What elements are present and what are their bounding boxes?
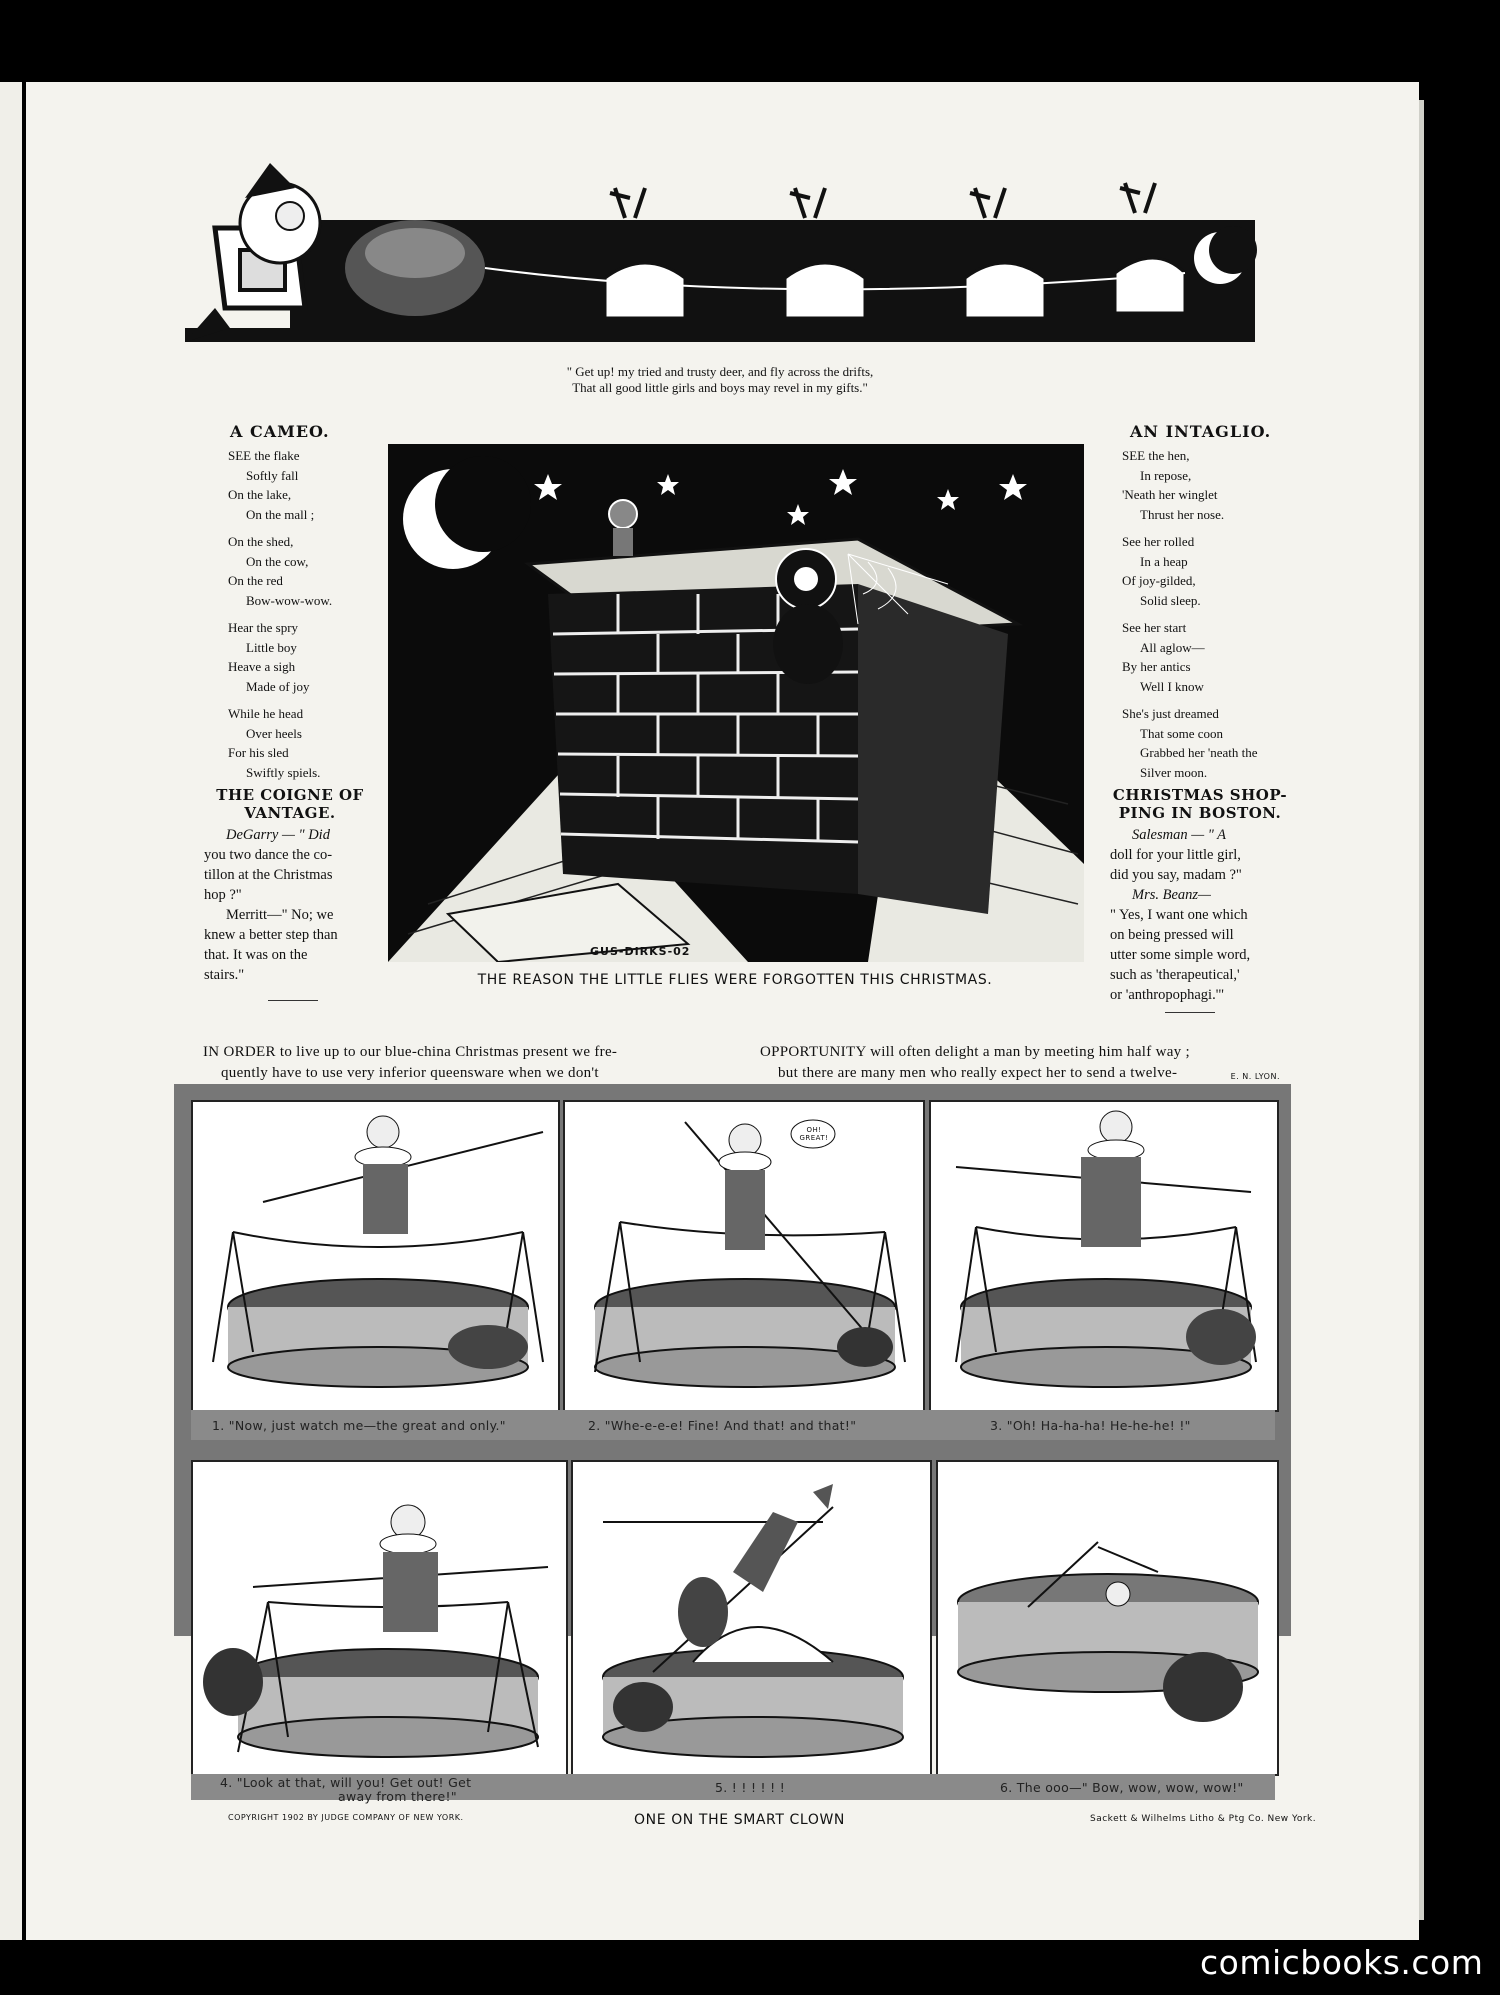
panel-art xyxy=(193,1462,566,1774)
cameo-stanza xyxy=(228,446,378,524)
shopping-title xyxy=(1105,786,1295,822)
panel-art xyxy=(931,1102,1277,1410)
poem-line: Solid sleep. xyxy=(1140,592,1201,608)
intaglio-stanza xyxy=(1122,704,1292,782)
poem-line: Hear the spry xyxy=(228,620,299,635)
printer-credit: Sackett & Wilhelms Litho & Ptg Co. New York. xyxy=(1090,1814,1317,1824)
banner-caption-line-1: " Get up! my tried and trusty deer, and fly across the drifts, xyxy=(566,364,874,379)
divider xyxy=(1165,1012,1215,1013)
poem-line: Softly fall xyxy=(246,467,299,483)
comic-panel-1 xyxy=(191,1100,560,1412)
panel-art xyxy=(938,1462,1277,1774)
joke-line: Salesman — " A xyxy=(1132,827,1227,843)
poem-line: All aglow— xyxy=(1140,639,1205,655)
comic-panel-6 xyxy=(936,1460,1279,1776)
joke-line: Merritt—" No; we xyxy=(226,907,334,923)
cameo-poem xyxy=(228,446,378,790)
coigne-title-line-2: VANTAGE. xyxy=(244,804,336,822)
poem-line: See her rolled xyxy=(1122,534,1195,549)
joke-line: that. It was on the xyxy=(204,947,308,963)
speech-bubble: OH! GREAT! xyxy=(799,1126,829,1142)
intaglio-stanza xyxy=(1122,618,1292,696)
poem-line: 'Neath her winglet xyxy=(1122,487,1218,502)
poem-line: Made of joy xyxy=(246,678,310,694)
poem-line: Silver moon. xyxy=(1140,764,1208,780)
joke-line: hop ?" xyxy=(204,887,242,903)
artist-signature: GUS-DIRKS-02 xyxy=(590,945,691,958)
cameo-stanza xyxy=(228,618,378,696)
banner-caption xyxy=(360,364,1080,396)
cameo-stanza xyxy=(228,704,378,782)
joke-line: doll for your little girl, xyxy=(1110,847,1241,863)
panel-art xyxy=(193,1102,558,1410)
poem-line: Over heels xyxy=(246,725,302,741)
comic-panel-3 xyxy=(929,1100,1279,1412)
panel-1-caption: 1. "Now, just watch me—the great and only." xyxy=(212,1418,506,1433)
poem-line: Of joy-gilded, xyxy=(1122,573,1196,588)
comic-panel-4 xyxy=(191,1460,568,1776)
coigne-title xyxy=(205,786,375,822)
divider xyxy=(268,1000,318,1001)
joke-line: " Yes, I want one which xyxy=(1110,907,1248,923)
comic-panel-5 xyxy=(571,1460,932,1776)
poem-line: For his sled xyxy=(228,745,289,760)
left-page-edge xyxy=(0,82,22,1940)
shopping-joke xyxy=(1110,825,1288,1005)
coigne-title-line-1: THE COIGNE OF xyxy=(216,786,364,804)
santa-sleigh-banner xyxy=(185,158,1275,358)
panel-4-caption xyxy=(220,1776,550,1804)
joke-line: did you say, madam ?" xyxy=(1110,867,1242,883)
illustration-caption: THE REASON THE LITTLE FLIES WERE FORGOTTEN THIS CHRISTMAS. xyxy=(477,972,993,988)
paragraph-line: quently have to use very inferior queensware when we don't xyxy=(221,1065,599,1081)
panel-4-caption-line-1: 4. "Look at that, will you! Get out! Get xyxy=(220,1775,472,1790)
intaglio-stanza xyxy=(1122,446,1292,524)
intaglio-title: AN INTAGLIO. xyxy=(1130,422,1272,441)
panel-6-caption: 6. The ooo—" Bow, wow, wow, wow!" xyxy=(1000,1780,1244,1795)
joke-line: you two dance the co- xyxy=(204,847,333,863)
coigne-joke xyxy=(204,825,376,985)
poem-line: She's just dreamed xyxy=(1122,706,1219,721)
joke-line: utter some simple word, xyxy=(1110,947,1251,963)
joke-line: knew a better step than xyxy=(204,927,338,943)
joke-line: on being pressed will xyxy=(1110,927,1234,943)
poem-line: Well I know xyxy=(1140,678,1204,694)
poem-line: On the lake, xyxy=(228,487,292,502)
banner-caption-line-2: That all good little girls and boys may revel in my gifts." xyxy=(572,380,868,395)
byline: E. N. LYON. xyxy=(1230,1072,1280,1081)
poem-line: On the mall ; xyxy=(246,506,315,522)
poem-line: Bow-wow-wow. xyxy=(246,592,333,608)
shopping-title-line-2: PING IN BOSTON. xyxy=(1118,804,1282,822)
joke-line: tillon at the Christmas xyxy=(204,867,333,883)
panel-5-caption: 5. ! ! ! ! ! ! xyxy=(715,1780,786,1795)
intaglio-stanza xyxy=(1122,532,1292,610)
paragraph-line: IN ORDER to live up to our blue-china Christmas present we fre- xyxy=(203,1044,618,1060)
joke-line: Mrs. Beanz— xyxy=(1132,887,1211,903)
poem-line: SEE the flake xyxy=(228,448,300,463)
paragraph-line: OPPORTUNITY will often delight a man by meeting him half way ; xyxy=(760,1044,1190,1060)
poem-line: In a heap xyxy=(1140,553,1188,569)
intaglio-poem xyxy=(1122,446,1292,790)
joke-line: such as 'therapeutical,' xyxy=(1110,967,1240,983)
poem-line: In repose, xyxy=(1140,467,1192,483)
copyright-notice: COPYRIGHT 1902 BY JUDGE COMPANY OF NEW YORK. xyxy=(228,1813,464,1822)
poem-line: Thrust her nose. xyxy=(1140,506,1225,522)
panel-4-caption-line-2: away from there!" xyxy=(338,1789,457,1804)
panel-3-caption: 3. "Oh! Ha-ha-ha! He-he-he! !" xyxy=(990,1418,1191,1433)
poem-line: Grabbed her 'neath the xyxy=(1140,745,1258,760)
joke-line: or 'anthropophagi.'" xyxy=(1110,987,1225,1003)
poem-line: See her start xyxy=(1122,620,1187,635)
comic-panel-2 xyxy=(563,1100,925,1412)
chimney-illustration xyxy=(388,444,1084,962)
poem-line: SEE the hen, xyxy=(1122,448,1190,463)
poem-line: On the cow, xyxy=(246,553,309,569)
poem-line: On the red xyxy=(228,573,283,588)
cameo-stanza xyxy=(228,532,378,610)
right-page-edge xyxy=(1419,100,1424,1920)
strip-title: ONE ON THE SMART CLOWN xyxy=(634,1812,845,1828)
poem-line: Heave a sigh xyxy=(228,659,296,674)
poem-line: Swiftly spiels. xyxy=(246,764,321,780)
poem-line: By her antics xyxy=(1122,659,1191,674)
panel-art xyxy=(565,1102,923,1410)
cameo-title: A CAMEO. xyxy=(230,422,330,441)
poem-line: Little boy xyxy=(246,639,297,655)
joke-line: stairs." xyxy=(204,967,245,983)
panel-art xyxy=(573,1462,930,1774)
poem-line: While he head xyxy=(228,706,304,721)
shopping-title-line-1: CHRISTMAS SHOP- xyxy=(1112,786,1288,804)
watermark: comicbooks.com xyxy=(1200,1943,1484,1982)
joke-line: DeGarry — " Did xyxy=(226,827,330,843)
panel-2-caption: 2. "Whe-e-e-e! Fine! And that! and that!" xyxy=(588,1418,857,1433)
paragraph-line: but there are many men who really expect her to send a twelve- xyxy=(778,1065,1178,1081)
poem-line: That some coon xyxy=(1140,725,1224,741)
poem-line: On the shed, xyxy=(228,534,294,549)
